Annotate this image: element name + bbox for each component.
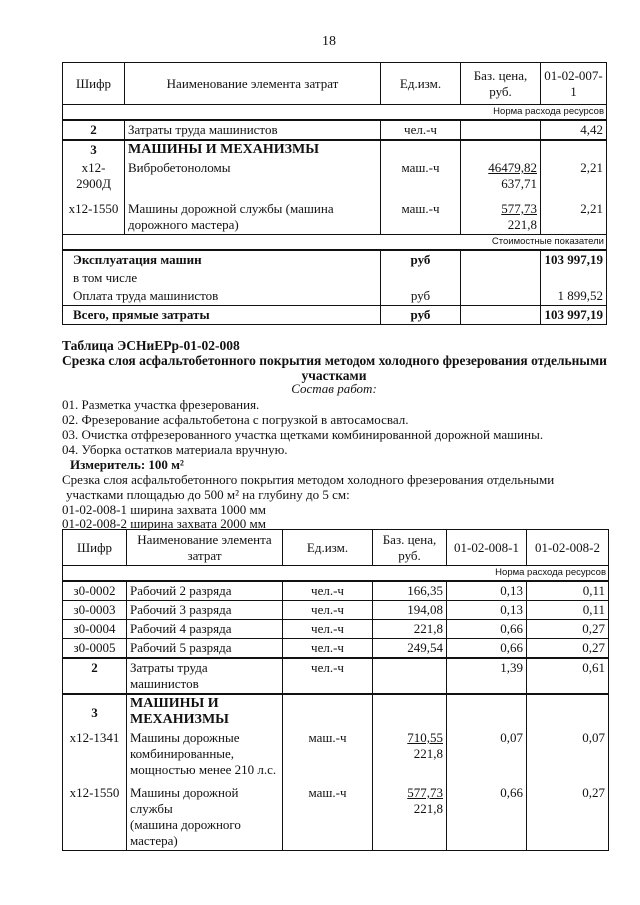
header-name: Наименование элемента затрат [125, 63, 381, 105]
resource-table-2 [62, 529, 609, 851]
measure-unit: Измеритель: 100 м² [70, 457, 184, 472]
row-value-1: 1,39 [447, 658, 527, 694]
cost-label: Стоимостные показатели [63, 235, 607, 251]
row-code: 2 [63, 120, 125, 140]
section-title: МАШИНЫ И МЕХАНИЗМЫ [127, 694, 283, 729]
row-value-1: 0,66 [447, 779, 527, 851]
row-value: 2,21 [541, 193, 607, 235]
variant-item: 01-02-008-2 ширина захвата 2000 мм [62, 516, 267, 531]
header-unit: Ед.изм. [381, 63, 461, 105]
row-code: з0-0005 [63, 639, 127, 659]
row-price: 710,55 221,8 [373, 729, 447, 779]
row-code: з0-0002 [63, 581, 127, 601]
cost-name: Эксплуатация машин [63, 250, 381, 269]
row-name: Затраты труда машинистов [125, 120, 381, 140]
row-name: Рабочий 4 разряда [127, 620, 283, 639]
row-code: х12-2900Д [63, 159, 125, 193]
row-unit: чел.-ч [283, 639, 373, 659]
work-item: 04. Уборка остатков материала вручную. [62, 442, 288, 457]
description-cont: участками площадью до 500 м² на глубину до 5 см: [66, 487, 350, 502]
variant-item: 01-02-008-1 ширина захвата 1000 мм [62, 502, 267, 517]
row-price: 166,35 [373, 581, 447, 601]
cost-value: 1 899,52 [541, 287, 607, 306]
page-number: 18 [322, 34, 336, 49]
cost-value: 103 997,19 [541, 306, 607, 325]
row-price: 577,73 221,8 [373, 779, 447, 851]
row-value-1: 0,66 [447, 620, 527, 639]
row-name: Рабочий 3 разряда [127, 601, 283, 620]
row-value: 4,42 [541, 120, 607, 140]
row-price: 194,08 [373, 601, 447, 620]
row-unit: маш.-ч [283, 779, 373, 851]
header-col-008-2: 01-02-008-2 [527, 530, 609, 566]
row-value-2: 0,07 [527, 729, 609, 779]
row-name: Затраты труда машинистов [127, 658, 283, 694]
row-unit: чел.-ч [283, 581, 373, 601]
resource-table-1 [62, 62, 607, 325]
row-name: Рабочий 2 разряда [127, 581, 283, 601]
row-unit: чел.-ч [283, 658, 373, 694]
row-value-1: 0,66 [447, 639, 527, 659]
cost-name: Всего, прямые затраты [63, 306, 381, 325]
header-price: Баз. цена, руб. [461, 63, 541, 105]
row-unit: чел.-ч [381, 120, 461, 140]
row-unit: чел.-ч [283, 601, 373, 620]
norm-label: Норма расхода ресурсов [63, 105, 607, 121]
work-item: 01. Разметка участка фрезерования. [62, 397, 260, 412]
header-col-007-1: 01-02-007-1 [541, 63, 607, 105]
header-unit: Ед.изм. [283, 530, 373, 566]
row-code: х12-1550 [63, 779, 127, 851]
row-unit: маш.-ч [381, 159, 461, 193]
row-name: Машины дорожной службы (машина дорожного мастера) [127, 779, 283, 851]
row-name: Рабочий 5 разряда [127, 639, 283, 659]
row-code: 2 [63, 658, 127, 694]
description: Срезка слоя асфальтобетонного покрытия методом холодного фрезерования отдельными [62, 472, 555, 487]
norm-label: Норма расхода ресурсов [63, 566, 609, 582]
row-value-1: 0,13 [447, 601, 527, 620]
row-code: з0-0003 [63, 601, 127, 620]
row-name: Вибробетоноломы [125, 159, 381, 193]
row-name: Машины дорожной службы (машина дорожного мастера) [125, 193, 381, 235]
row-value-2: 0,11 [527, 601, 609, 620]
row-code: з0-0004 [63, 620, 127, 639]
table-subtitle-cont: участками [301, 368, 367, 383]
row-price: 221,8 [373, 620, 447, 639]
section-title: МАШИНЫ И МЕХАНИЗМЫ [125, 140, 381, 159]
table-subtitle: Срезка слоя асфальтобетонного покрытия методом холодного фрезерования отдельными [62, 353, 607, 368]
work-header: Состав работ: [291, 381, 377, 396]
cost-unit: руб [381, 287, 461, 306]
row-value-2: 0,27 [527, 639, 609, 659]
section-code: 3 [63, 140, 125, 159]
cost-name: в том числе [63, 269, 381, 287]
row-value-2: 0,61 [527, 658, 609, 694]
header-code: Шифр [63, 63, 125, 105]
row-value-1: 0,13 [447, 581, 527, 601]
row-unit: маш.-ч [283, 729, 373, 779]
section-code: 3 [63, 694, 127, 729]
row-price: 46479,82 637,71 [461, 159, 541, 193]
row-price: 249,54 [373, 639, 447, 659]
header-code: Шифр [63, 530, 127, 566]
row-value: 2,21 [541, 159, 607, 193]
row-value-2: 0,27 [527, 620, 609, 639]
header-col-008-1: 01-02-008-1 [447, 530, 527, 566]
cost-unit: руб [381, 306, 461, 325]
table-title: Таблица ЭСНиЕРр-01-02-008 [62, 338, 240, 353]
work-item: 03. Очистка отфрезерованного участка щетками комбинированной дорожной машины. [62, 427, 544, 442]
row-price [461, 120, 541, 140]
row-unit: маш.-ч [381, 193, 461, 235]
cost-name: Оплата труда машинистов [63, 287, 381, 306]
row-name: Машины дорожные комбинированные, мощностью менее 210 л.с. [127, 729, 283, 779]
row-code: х12-1341 [63, 729, 127, 779]
cost-unit: руб [381, 250, 461, 269]
row-code: х12-1550 [63, 193, 125, 235]
row-value-1: 0,07 [447, 729, 527, 779]
row-value-2: 0,11 [527, 581, 609, 601]
header-price: Баз. цена, руб. [373, 530, 447, 566]
row-price: 577,73 221,8 [461, 193, 541, 235]
header-name: Наименование элемента затрат [127, 530, 283, 566]
row-unit: чел.-ч [283, 620, 373, 639]
cost-value: 103 997,19 [541, 250, 607, 269]
row-value-2: 0,27 [527, 779, 609, 851]
work-item: 02. Фрезерование асфальтобетона с погрузкой в автосамосвал. [62, 412, 409, 427]
